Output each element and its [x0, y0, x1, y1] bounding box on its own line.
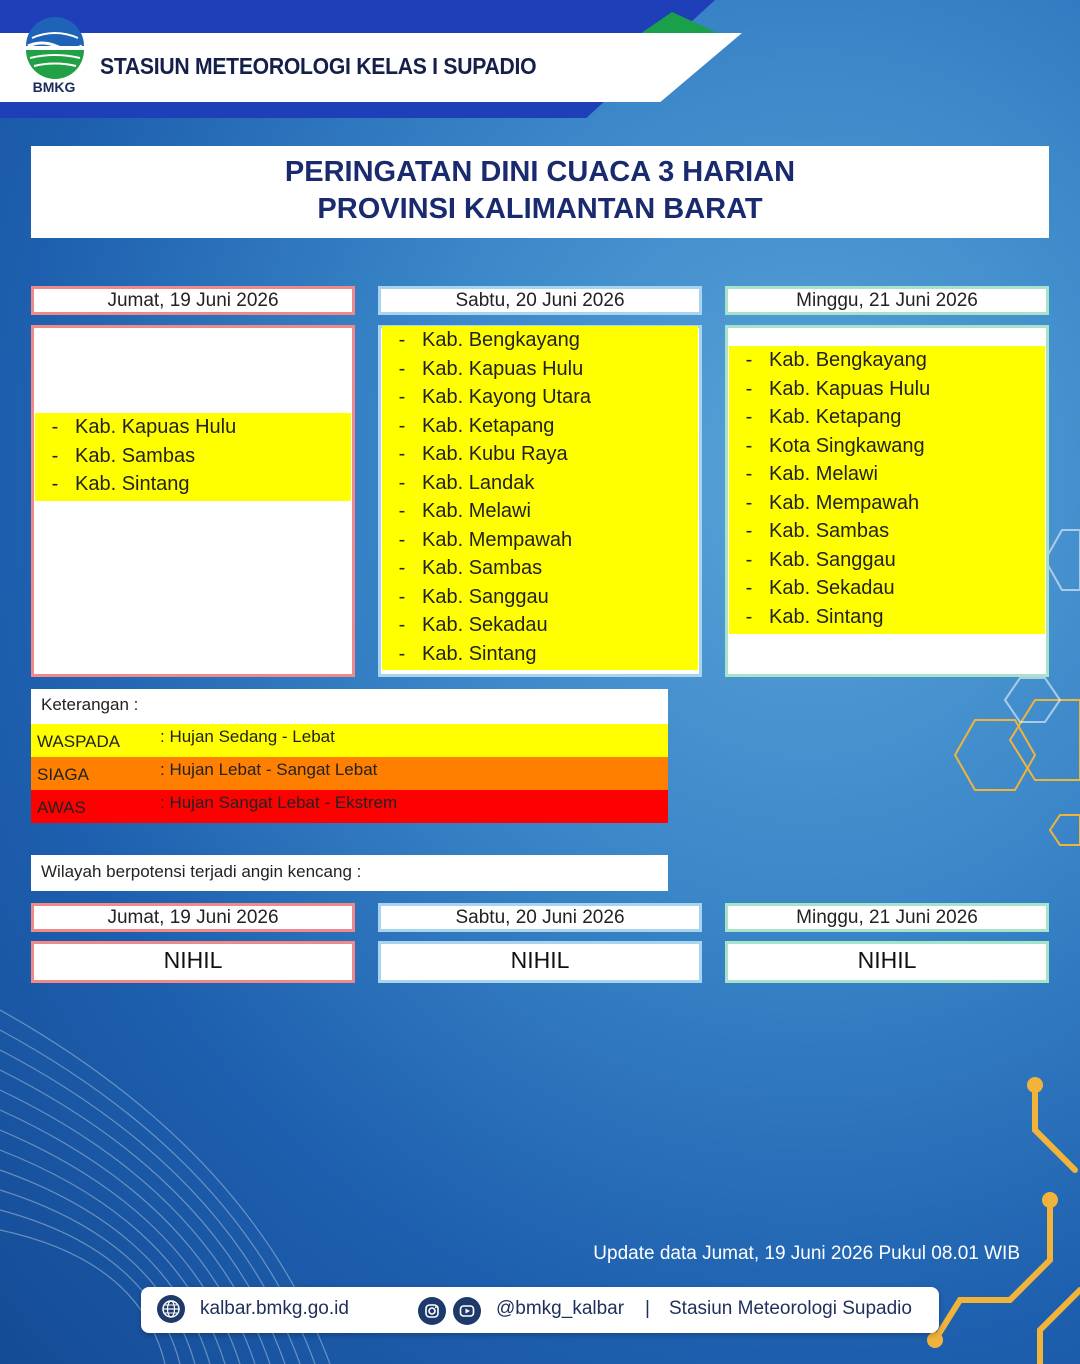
day-2-waspada-list — [382, 326, 698, 670]
region-name: Kab. Melawi — [769, 463, 878, 485]
wind-day-3-header: Minggu, 21 Juni 2026 — [725, 903, 1049, 932]
day-1-waspada-list — [35, 413, 351, 501]
region-name: Kab. Sambas — [75, 444, 196, 467]
station-title: STASIUN METEOROLOGI KELAS I SUPADIO — [100, 53, 537, 79]
list-item: - Kota Singkawang — [745, 434, 925, 457]
list-item: - Kab. Mempawah — [745, 491, 920, 514]
region-name: Kab. Sekadau — [422, 614, 548, 636]
legend-awas-row — [31, 790, 668, 823]
region-name: Kab. Kayong Utara — [422, 386, 591, 408]
legend-level-desc: : Hujan Lebat - Sangat Lebat — [160, 760, 378, 779]
day-3-header: Minggu, 21 Juni 2026 — [725, 286, 1049, 315]
list-item: - Kab. Kubu Raya — [398, 443, 568, 465]
list-item: - Kab. Kapuas Hulu — [398, 357, 584, 380]
region-name: Kab. Sintang — [769, 605, 884, 628]
wind-section-label — [31, 855, 668, 891]
legend — [31, 689, 668, 823]
list-item: - Kab. Mempawah — [398, 528, 573, 551]
region-name: Kab. Mempawah — [769, 491, 920, 514]
region-name: Kab. Sanggau — [422, 585, 549, 608]
region-name: Kota Singkawang — [769, 434, 925, 457]
wind-day-1-header: Jumat, 19 Juni 2026 — [31, 903, 355, 932]
list-item: - Kab. Sintang — [398, 642, 537, 665]
wind-day-3-value: NIHIL — [725, 941, 1049, 983]
list-item: - Kab. Bengkayang — [398, 329, 580, 351]
day-2-header: Sabtu, 20 Juni 2026 — [378, 286, 702, 315]
region-name: Kab. Ketapang — [422, 414, 555, 437]
list-item: - Kab. Sanggau — [745, 548, 896, 571]
globe-icon — [157, 1295, 185, 1323]
social-handle[interactable]: @bmkg_kalbar — [496, 1298, 625, 1319]
list-item: - Kab. Sanggau — [398, 585, 549, 608]
region-name: Kab. Ketapang — [769, 406, 902, 428]
day-3-waspada-list — [729, 346, 1045, 634]
region-name: Kab. Sanggau — [769, 548, 896, 571]
list-item: - Kab. Kapuas Hulu — [745, 377, 931, 400]
list-item: - Kab. Sambas — [745, 520, 890, 542]
day-1-header: Jumat, 19 Juni 2026 — [31, 286, 355, 315]
list-item: - Kab. Ketapang — [745, 406, 902, 428]
update-timestamp: Update data Jumat, 19 Juni 2026 Pukul 08.01 WIB — [593, 1243, 1020, 1264]
list-item: - Kab. Sambas — [51, 444, 196, 467]
region-name: Kab. Kapuas Hulu — [422, 357, 584, 380]
region-name: Kab. Kapuas Hulu — [769, 377, 931, 400]
region-name: Kab. Mempawah — [422, 528, 573, 551]
region-name: Kab. Sambas — [422, 557, 543, 579]
region-name: Kab. Sintang — [422, 642, 537, 665]
list-item: - Kab. Sekadau — [398, 614, 548, 636]
list-item: - Kab. Kapuas Hulu — [51, 416, 237, 438]
wind-section-title: Wilayah berpotensi terjadi angin kencang : — [41, 862, 362, 881]
wind-day-2-header: Sabtu, 20 Juni 2026 — [378, 903, 702, 932]
page-subtitle: PROVINSI KALIMANTAN BARAT — [317, 193, 763, 225]
page-title: PERINGATAN DINI CUACA 3 HARIAN — [284, 156, 796, 188]
region-name: Kab. Kapuas Hulu — [75, 416, 237, 438]
legend-siaga-row — [31, 757, 668, 790]
website-link[interactable]: kalbar.bmkg.go.id — [200, 1298, 349, 1319]
region-name: Kab. Sekadau — [769, 577, 895, 599]
day-1-warning-box — [31, 325, 355, 677]
wind-day-2-value: NIHIL — [378, 941, 702, 983]
legend-level-name: SIAGA — [37, 765, 89, 784]
region-name: Kab. Landak — [422, 471, 535, 494]
region-name: Kab. Bengkayang — [769, 349, 927, 371]
list-item: - Kab. Ketapang — [398, 414, 555, 437]
list-item: - Kab. Melawi — [398, 500, 531, 522]
title-card — [31, 146, 1049, 238]
legend-title: Keterangan : — [41, 695, 139, 714]
list-item: - Kab. Sekadau — [745, 577, 895, 599]
instagram-icon[interactable] — [418, 1297, 446, 1325]
region-name: Kab. Melawi — [422, 500, 531, 522]
list-item: - Kab. Landak — [398, 471, 535, 494]
list-item: - Kab. Sintang — [51, 473, 190, 495]
legend-level-desc: : Hujan Sangat Lebat - Ekstrem — [160, 793, 398, 812]
list-item: - Kab. Melawi — [745, 463, 878, 485]
wind-day-1-value: NIHIL — [31, 941, 355, 983]
list-item: - Kab. Sintang — [745, 605, 884, 628]
list-item: - Kab. Sambas — [398, 557, 543, 579]
legend-level-name: AWAS — [37, 798, 86, 817]
footer-bar — [141, 1287, 939, 1333]
logo-text: BMKG — [32, 79, 76, 95]
legend-waspada-row — [31, 724, 668, 757]
region-name: Kab. Bengkayang — [422, 329, 580, 351]
list-item: - Kab. Bengkayang — [745, 349, 927, 371]
footer-separator: | — [645, 1298, 650, 1319]
legend-level-desc: : Hujan Sedang - Lebat — [160, 727, 335, 746]
region-name: Kab. Sintang — [75, 473, 190, 495]
list-item: - Kab. Kayong Utara — [398, 386, 591, 408]
region-name: Kab. Kubu Raya — [422, 443, 568, 465]
legend-level-name: WASPADA — [37, 732, 121, 751]
region-name: Kab. Sambas — [769, 520, 890, 542]
footer-station-name: Stasiun Meteorologi Supadio — [669, 1298, 912, 1319]
youtube-icon[interactable] — [453, 1297, 481, 1325]
